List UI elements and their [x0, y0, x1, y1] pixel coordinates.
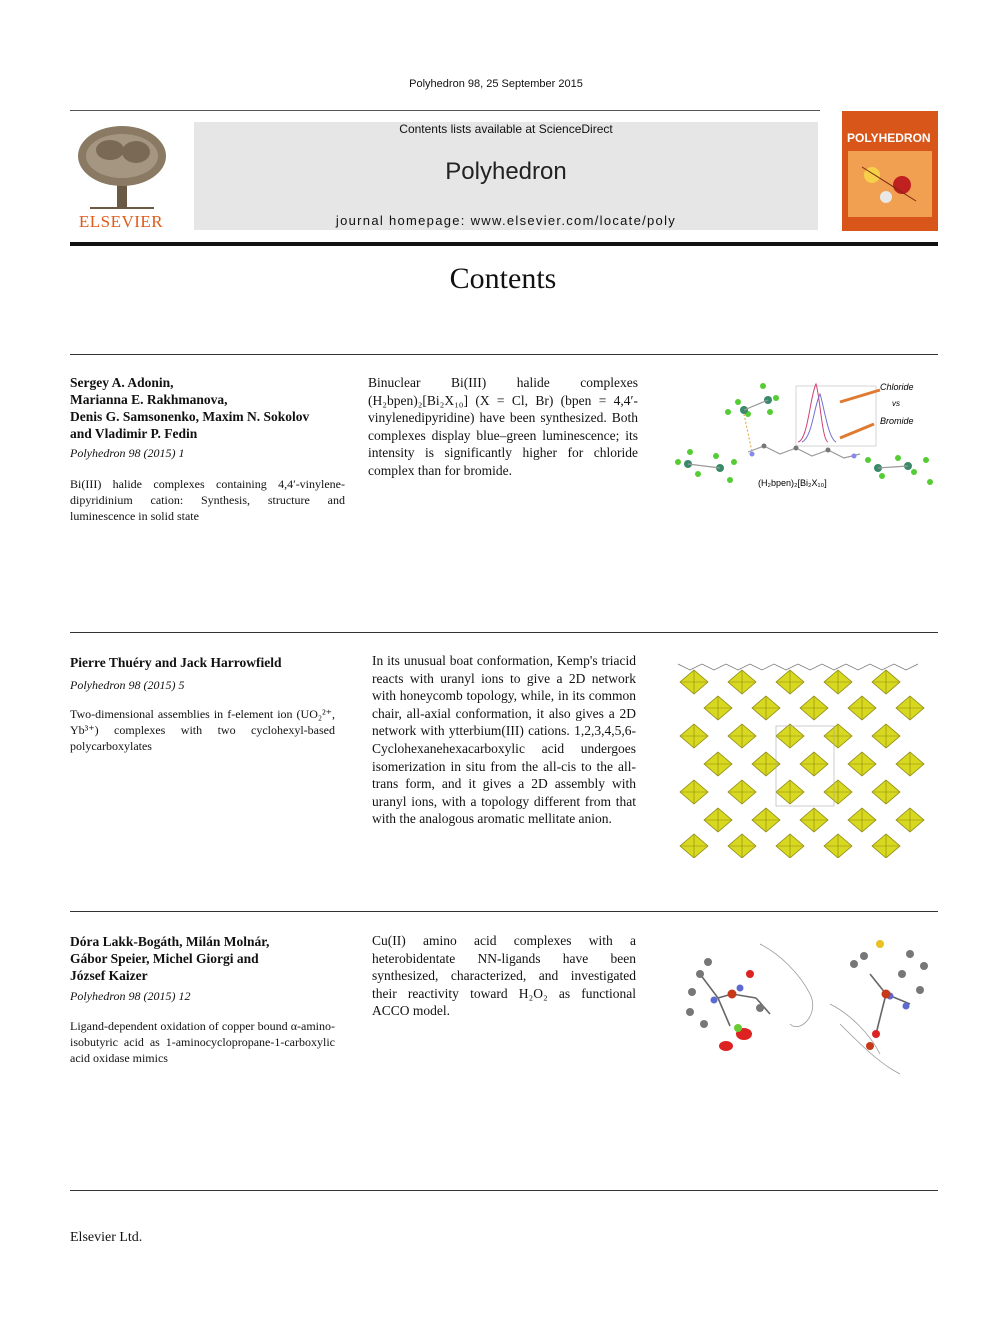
entry-abstract: Binuclear Bi(III) halide complexes (H₂bpen)₂[Bi₂X₁₀] (X = Cl, Br) (bpen = 4,4′-vinylenedipyridine) have been synthesized. Both complexes display blue–green luminescence; its intensity is significantly higher for chloride complex than for bromide. [368, 375, 638, 478]
publisher-footer: Elsevier Ltd. [70, 1230, 143, 1245]
elsevier-logo[interactable] [70, 120, 172, 232]
graphic-label-chloride: Chloride [880, 382, 914, 392]
entry-citation[interactable]: Polyhedron 98 (2015) 12 [70, 989, 191, 1003]
author-line: Marianna E. Rakhmanova, [70, 392, 228, 407]
journal-issue: Polyhedron 98, 25 September 2015 [409, 78, 583, 90]
author-line: József Kaizer [70, 968, 148, 983]
entry-authors [70, 933, 345, 984]
entry-title[interactable]: Bi(III) halide complexes containing 4,4′-vinylene-dipyridinium cation: Synthesis, structure and luminescence in solid state [70, 477, 345, 523]
graphic-label-bromide: Bromide [880, 416, 914, 426]
graphic-label-formula: (H₂bpen)₂[Bi₂X₁₀] [758, 478, 827, 488]
author-line: and Vladimir P. Fedin [70, 426, 198, 441]
author-line: Denis G. Samsonenko, Maxim N. Sokolov [70, 409, 310, 424]
copper-complex-graphic [670, 934, 940, 1090]
entry-authors [70, 654, 345, 671]
entry-abstract: Cu(II) amino acid complexes with a heterobidentate NN-ligands have been synthesized, characterized, and investigated their reactivity toward H₂O₂ as functional ACCO model. [372, 933, 636, 1019]
entry-title[interactable]: Two-dimensional assemblies in f-element ion (UO₂²⁺, Yb³⁺) complexes with two cyclohexyl-based polycarboxylates [70, 707, 335, 753]
entry-citation[interactable]: Polyhedron 98 (2015) 1 [70, 446, 185, 460]
graphical-abstract[interactable] [668, 376, 938, 494]
journal-name: Polyhedron [445, 158, 567, 185]
graphical-abstract[interactable] [670, 934, 940, 1090]
entry-abstract: In its unusual boat conformation, Kemp's triacid reacts with uranyl ions to give a 2D network with honeycomb topology, while, in its common chair, all-axial conformation, it also gives a 2D network with ytterbium(III) cations. 1,2,3,4,5,6-Cyclohexanehexacarboxylic acid undergoes isomerization in situ from the all-cis to the all-trans form, and it gives a 2D assembly with uranyl ions, with a topology different from that with the analogous aromatic mellitate anion. [372, 653, 636, 827]
footer-separator [70, 1190, 938, 1191]
entry-title[interactable]: Ligand-dependent oxidation of copper bound α-amino-isobutyric acid as 1-aminocyclopropane-1-carboxylic acid oxidase mimics [70, 1019, 335, 1065]
author-line: Dóra Lakk-Bogáth, Milán Molnár, [70, 934, 270, 949]
journal-homepage-link[interactable]: journal homepage: www.elsevier.com/locate/poly [335, 213, 677, 228]
entry-authors [70, 374, 345, 442]
sciencedirect-link[interactable]: Contents lists available at ScienceDirect [399, 122, 613, 136]
cover-title: POLYHEDRON [847, 131, 931, 145]
header-rule [70, 110, 820, 111]
header-divider [70, 242, 938, 246]
entry-separator [70, 911, 938, 912]
cover-image [842, 111, 938, 231]
author-line: Sergey A. Adonin, [70, 375, 174, 390]
author-line: Gábor Speier, Michel Giorgi and [70, 951, 259, 966]
journal-cover[interactable] [842, 111, 938, 231]
graphical-abstract[interactable] [672, 656, 938, 858]
uranyl-network-graphic [672, 656, 938, 858]
page-title: Contents [449, 262, 557, 295]
entry-citation[interactable]: Polyhedron 98 (2015) 5 [70, 678, 185, 692]
elsevier-wordmark: ELSEVIER [78, 212, 164, 231]
author-line: Pierre Thuéry and Jack Harrowfield [70, 655, 282, 670]
entry-separator [70, 354, 938, 355]
graphic-label-vs: vs [892, 399, 900, 408]
entry-separator [70, 632, 938, 633]
bi-halide-graphic [668, 376, 938, 494]
journal-banner [194, 122, 818, 230]
